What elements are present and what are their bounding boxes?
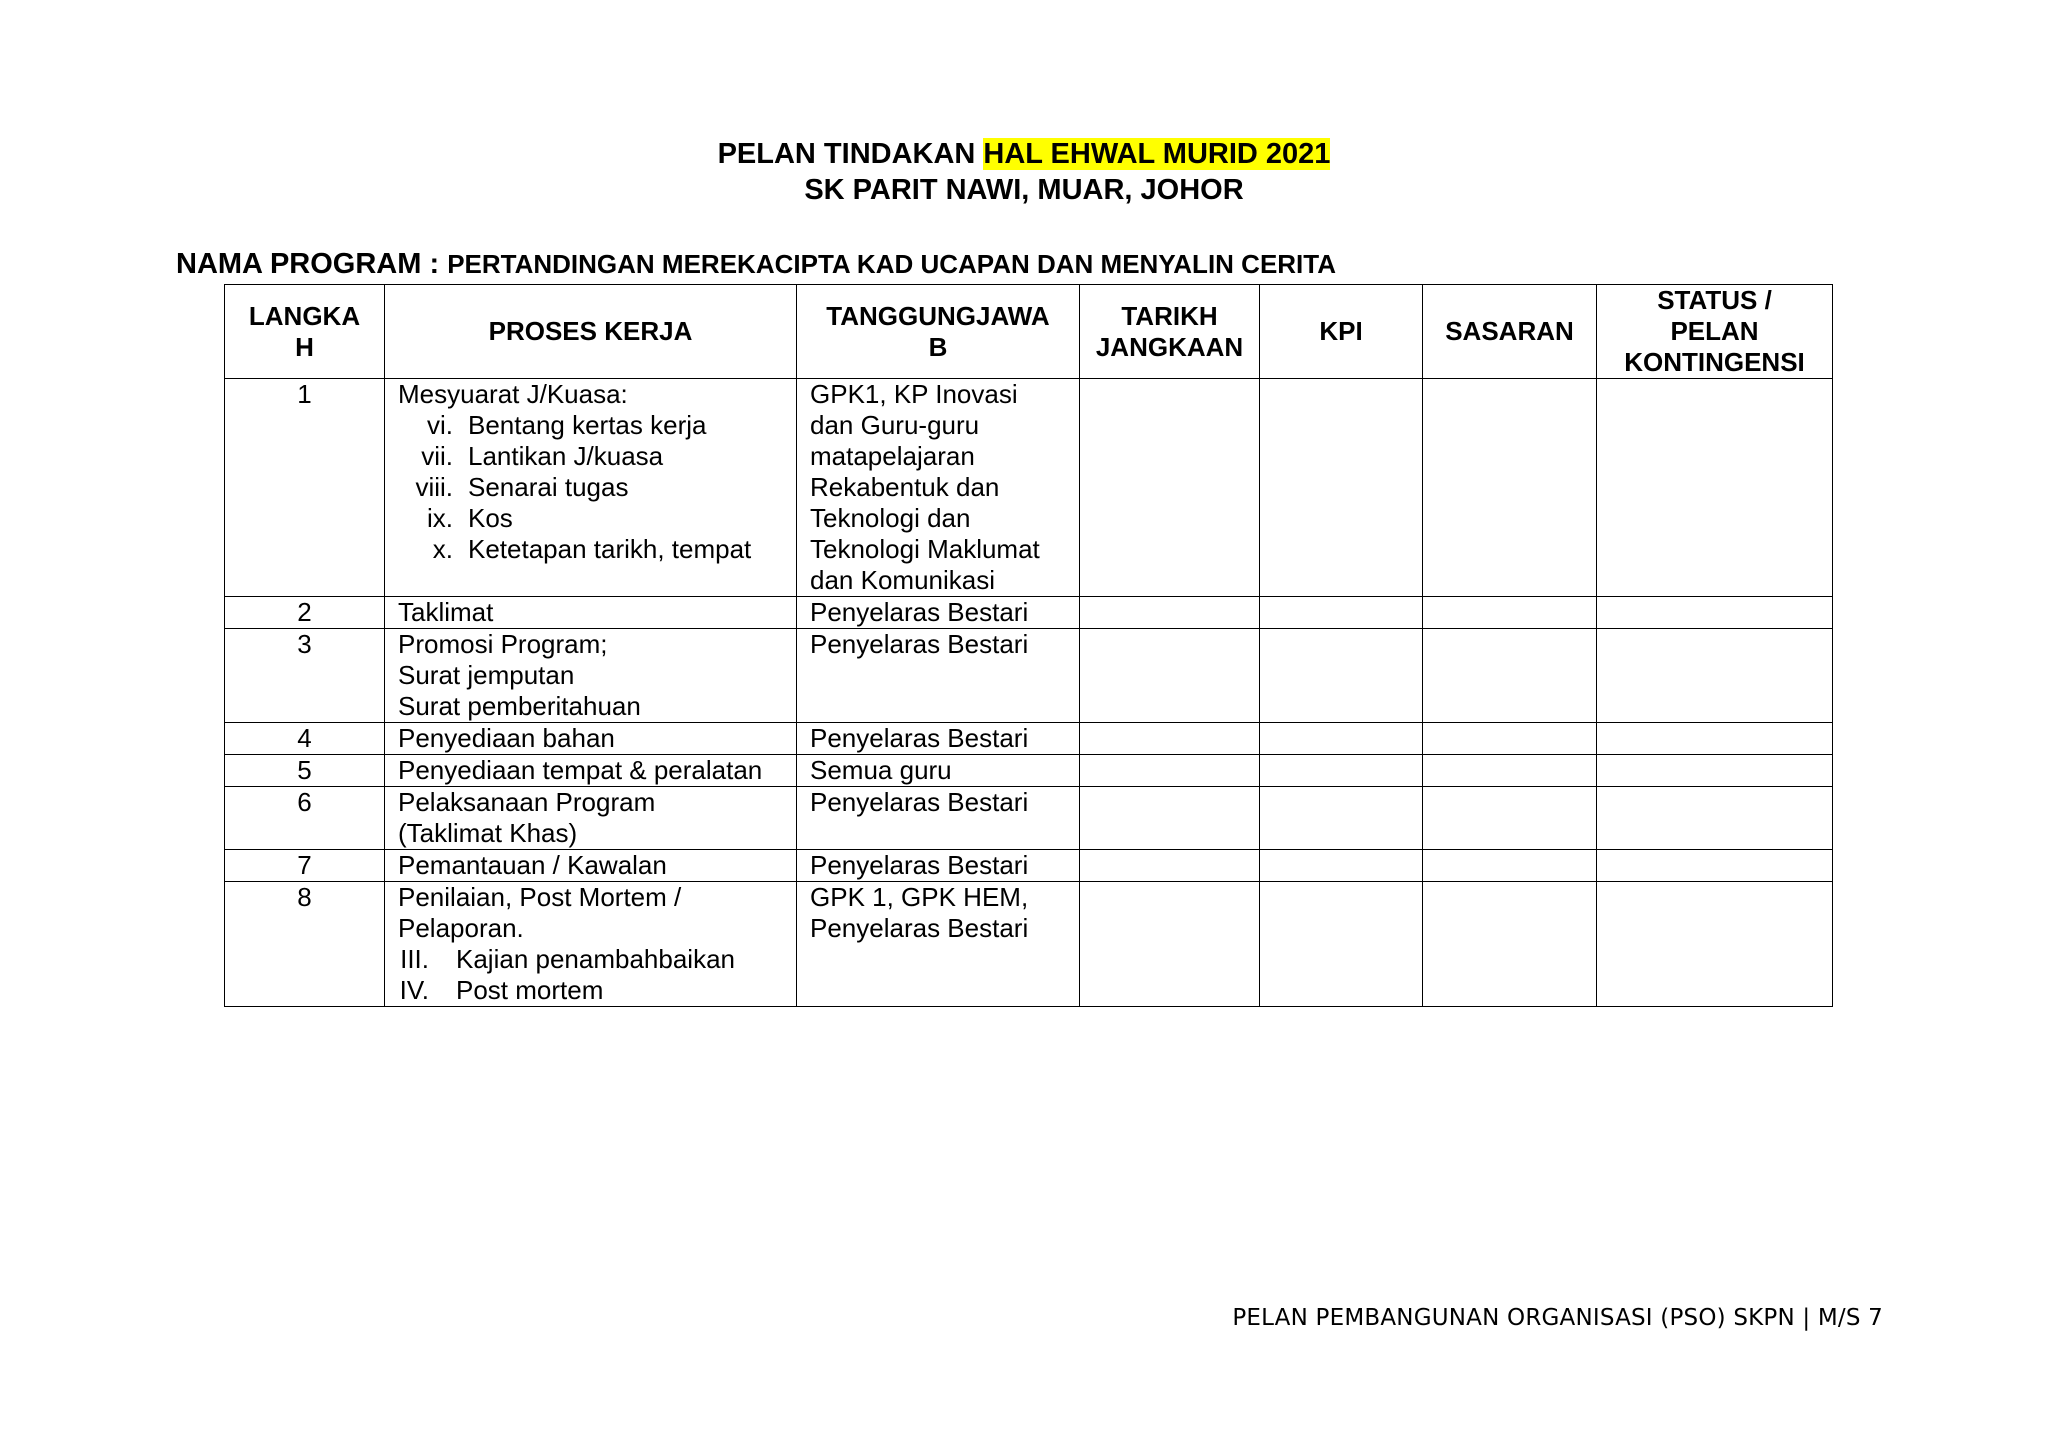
process-line: Penyediaan bahan — [398, 723, 615, 753]
tarikh-cell — [1080, 379, 1260, 597]
header-kpi: KPI — [1260, 285, 1423, 379]
process-cell — [385, 882, 797, 1007]
step-number: 8 — [225, 882, 385, 1007]
table-row — [225, 850, 1833, 882]
program-name — [176, 248, 1336, 281]
title-line-2: SK PARIT NAWI, MUAR, JOHOR — [804, 174, 1244, 206]
header-tarikh — [1080, 285, 1260, 379]
sub-item-text: Kos — [468, 503, 513, 533]
responsibility-line: Penyelaras Bestari — [810, 629, 1029, 659]
kpi-cell — [1260, 723, 1423, 755]
process-line: Penilaian, Post Mortem / — [398, 882, 682, 912]
process-cell — [385, 723, 797, 755]
sub-item — [398, 410, 783, 441]
responsibility-line: dan Komunikasi — [810, 565, 995, 595]
tarikh-cell — [1080, 787, 1260, 850]
sub-item — [398, 472, 783, 503]
responsibility-line: Penyelaras Bestari — [810, 787, 1029, 817]
process-line: Taklimat — [398, 597, 494, 627]
status-cell — [1597, 850, 1833, 882]
sub-item — [398, 534, 783, 565]
kpi-cell — [1260, 597, 1423, 629]
responsibility-cell — [797, 755, 1080, 787]
table-row — [225, 597, 1833, 629]
process-cell — [385, 629, 797, 723]
tarikh-cell — [1080, 850, 1260, 882]
responsibility-line: dan Guru-guru — [810, 410, 980, 440]
process-line: Surat jemputan — [398, 660, 575, 690]
responsibility-line: Penyelaras Bestari — [810, 597, 1029, 627]
sub-item-numeral: vii. — [421, 441, 453, 471]
step-number: 5 — [225, 755, 385, 787]
responsibility-cell — [797, 850, 1080, 882]
tarikh-cell — [1080, 597, 1260, 629]
sub-item-numeral: ix. — [427, 503, 453, 533]
tarikh-cell — [1080, 629, 1260, 723]
step-number: 7 — [225, 850, 385, 882]
sub-item-numeral: III. — [400, 944, 429, 974]
status-cell — [1597, 629, 1833, 723]
responsibility-cell — [797, 379, 1080, 597]
sub-item-numeral: vi. — [427, 410, 453, 440]
header-status-l1: STATUS / — [1657, 285, 1772, 315]
sasaran-cell — [1423, 379, 1597, 597]
sub-item-text: Ketetapan tarikh, tempat — [468, 534, 752, 564]
header-langkah-l1: LANGKA — [248, 300, 361, 331]
table-header-row — [225, 285, 1833, 379]
header-tanggungjawab — [797, 285, 1080, 379]
program-label: NAMA PROGRAM : — [176, 248, 448, 280]
sasaran-cell — [1423, 787, 1597, 850]
header-status-l3: KONTINGENSI — [1624, 347, 1805, 377]
title-prefix: PELAN TINDAKAN — [717, 138, 984, 170]
process-line: Pelaporan. — [398, 913, 524, 943]
tarikh-cell — [1080, 755, 1260, 787]
sub-item-text: Post mortem — [456, 975, 604, 1005]
status-cell — [1597, 597, 1833, 629]
header-status — [1597, 285, 1833, 379]
table-row — [225, 882, 1833, 1007]
sasaran-cell — [1423, 882, 1597, 1007]
step-number: 3 — [225, 629, 385, 723]
step-number: 1 — [225, 379, 385, 597]
tarikh-cell — [1080, 723, 1260, 755]
sub-item — [398, 944, 783, 975]
responsibility-line: Penyelaras Bestari — [810, 850, 1029, 880]
responsibility-cell — [797, 787, 1080, 850]
responsibility-cell — [797, 723, 1080, 755]
table-row — [225, 379, 1833, 597]
process-line: Surat pemberitahuan — [398, 691, 641, 721]
responsibility-line: Rekabentuk dan — [810, 472, 1000, 502]
sub-item — [398, 441, 783, 472]
step-number: 2 — [225, 597, 385, 629]
responsibility-line: matapelajaran — [810, 441, 975, 471]
table-row — [225, 723, 1833, 755]
header-tj-l2: B — [928, 331, 948, 362]
header-sasaran: SASARAN — [1423, 285, 1597, 379]
process-line: Pemantauan / Kawalan — [398, 850, 667, 880]
table-row — [225, 755, 1833, 787]
responsibility-line: GPK1, KP Inovasi — [810, 379, 1018, 409]
header-tarikh-l1: TARIKH — [1121, 300, 1218, 331]
header-tj-l1: TANGGUNGJAWA — [826, 300, 1050, 331]
sasaran-cell — [1423, 629, 1597, 723]
process-cell — [385, 755, 797, 787]
program-value: PERTANDINGAN MEREKACIPTA KAD UCAPAN DAN MENYALIN CERITA — [447, 249, 1337, 279]
sub-item-text: Bentang kertas kerja — [468, 410, 707, 440]
process-line: (Taklimat Khas) — [398, 818, 578, 848]
responsibility-line: Teknologi dan — [810, 503, 971, 533]
status-cell — [1597, 882, 1833, 1007]
process-cell — [385, 597, 797, 629]
kpi-cell — [1260, 755, 1423, 787]
process-cell — [385, 787, 797, 850]
sub-item — [398, 503, 783, 534]
responsibility-line: Teknologi Maklumat — [810, 534, 1040, 564]
header-proses: PROSES KERJA — [385, 285, 797, 379]
responsibility-line: GPK 1, GPK HEM, — [810, 882, 1029, 912]
process-cell — [385, 850, 797, 882]
process-line: Pelaksanaan Program — [398, 787, 656, 817]
table-row — [225, 629, 1833, 723]
responsibility-line: Penyelaras Bestari — [810, 913, 1029, 943]
sub-item-numeral: IV. — [399, 975, 429, 1005]
sub-item-text: Senarai tugas — [468, 472, 629, 502]
kpi-cell — [1260, 787, 1423, 850]
sub-item — [398, 975, 783, 1006]
tarikh-cell — [1080, 882, 1260, 1007]
process-line: Promosi Program; — [398, 629, 608, 659]
header-langkah — [225, 285, 385, 379]
sub-item-numeral: x. — [432, 534, 453, 564]
process-cell — [385, 379, 797, 597]
kpi-cell — [1260, 629, 1423, 723]
sub-item-text: Lantikan J/kuasa — [468, 441, 664, 471]
responsibility-cell — [797, 882, 1080, 1007]
sasaran-cell — [1423, 755, 1597, 787]
sasaran-cell — [1423, 597, 1597, 629]
sasaran-cell — [1423, 850, 1597, 882]
status-cell — [1597, 723, 1833, 755]
kpi-cell — [1260, 850, 1423, 882]
responsibility-line: Semua guru — [810, 755, 952, 785]
title-line-1 — [0, 136, 2048, 172]
header-tarikh-l2: JANGKAAN — [1095, 331, 1244, 362]
title-highlight: HAL EHWAL MURID 2021 — [983, 138, 1331, 170]
sub-item-text: Kajian penambahbaikan — [456, 944, 735, 974]
process-line: Penyediaan tempat & peralatan — [398, 755, 763, 785]
sub-item-numeral: viii. — [415, 472, 453, 502]
sasaran-cell — [1423, 723, 1597, 755]
table-body — [225, 379, 1833, 1007]
step-number: 6 — [225, 787, 385, 850]
status-cell — [1597, 787, 1833, 850]
responsibility-line: Penyelaras Bestari — [810, 723, 1029, 753]
step-number: 4 — [225, 723, 385, 755]
responsibility-cell — [797, 597, 1080, 629]
status-cell — [1597, 755, 1833, 787]
header-langkah-l2: H — [295, 331, 314, 362]
table-row — [225, 787, 1833, 850]
header-status-l2: PELAN — [1670, 316, 1759, 346]
process-line: Mesyuarat J/Kuasa: — [398, 379, 628, 409]
kpi-cell — [1260, 379, 1423, 597]
responsibility-cell — [797, 629, 1080, 723]
kpi-cell — [1260, 882, 1423, 1007]
document-title — [0, 136, 2048, 208]
page-footer: PELAN PEMBANGUNAN ORGANISASI (PSO) SKPN | M/S 7 — [1232, 1305, 1883, 1331]
action-plan-table — [224, 284, 1833, 1007]
status-cell — [1597, 379, 1833, 597]
